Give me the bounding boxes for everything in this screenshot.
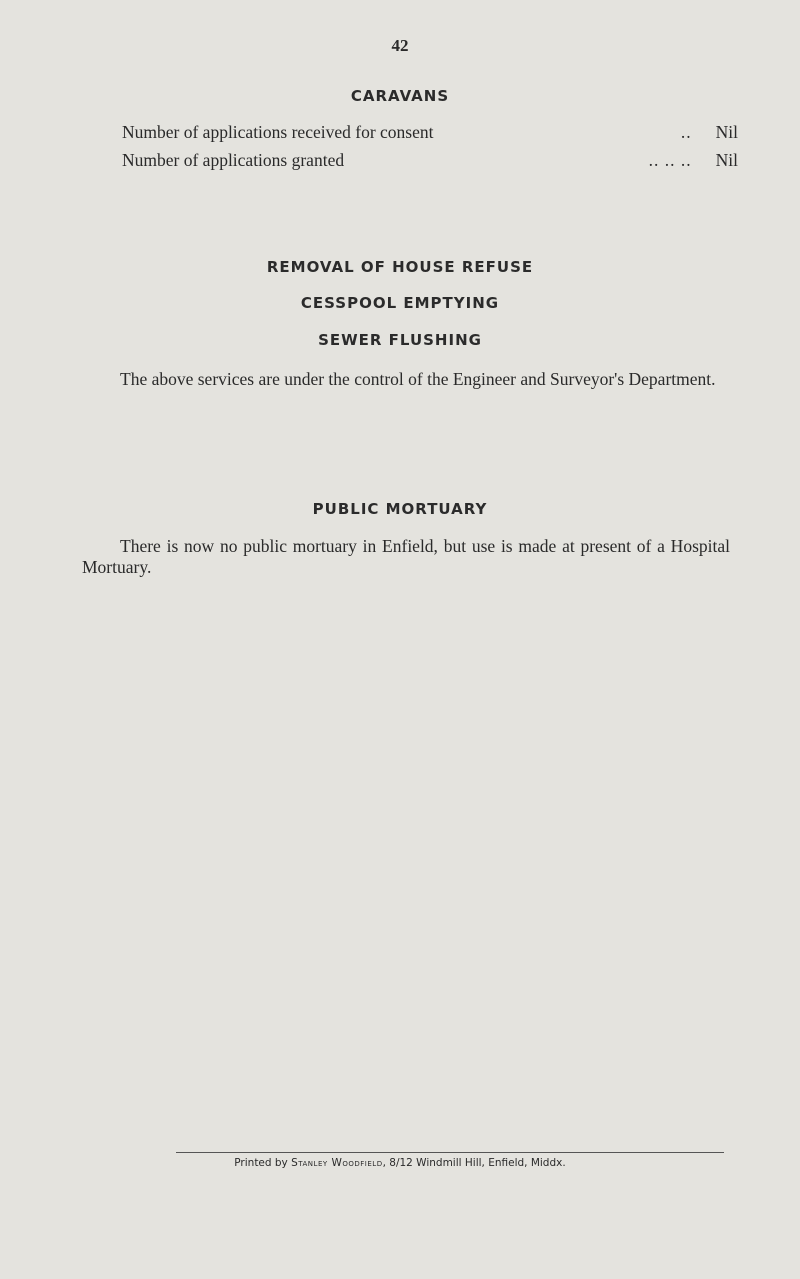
row-value: Nil bbox=[715, 122, 738, 142]
refuse-paragraph: The above services are under the control of the Engineer and Surveyor's Department. bbox=[120, 369, 716, 389]
row-label: Number of applications granted bbox=[122, 150, 345, 170]
dot-leaders: .. bbox=[680, 122, 692, 142]
page-number: 42 bbox=[391, 36, 409, 55]
caravans-row-granted bbox=[122, 150, 738, 171]
footer-address: , 8/12 Windmill Hill, Enfield, Middx. bbox=[382, 1157, 566, 1169]
printer-footer bbox=[0, 1157, 800, 1169]
dot-leaders: .. .. .. bbox=[648, 150, 692, 170]
mortuary-paragraph: There is now no public mortuary in Enfield, but use is made at present of a Hospital Mortuary. bbox=[82, 536, 730, 577]
row-value: Nil bbox=[715, 150, 738, 170]
refuse-heading: REMOVAL OF HOUSE REFUSE bbox=[266, 258, 534, 276]
footer-printer: Stanley Woodfield bbox=[291, 1157, 383, 1169]
row-label: Number of applications received for consent bbox=[122, 122, 434, 142]
cesspool-heading: CESSPOOL EMPTYING bbox=[300, 294, 500, 312]
footer-prefix: Printed by bbox=[234, 1157, 288, 1169]
caravans-heading: CARAVANS bbox=[350, 87, 450, 105]
sewer-heading: SEWER FLUSHING bbox=[318, 331, 482, 349]
mortuary-heading: PUBLIC MORTUARY bbox=[312, 500, 488, 518]
footer-rule bbox=[176, 1152, 724, 1153]
caravans-row-received bbox=[122, 122, 738, 143]
